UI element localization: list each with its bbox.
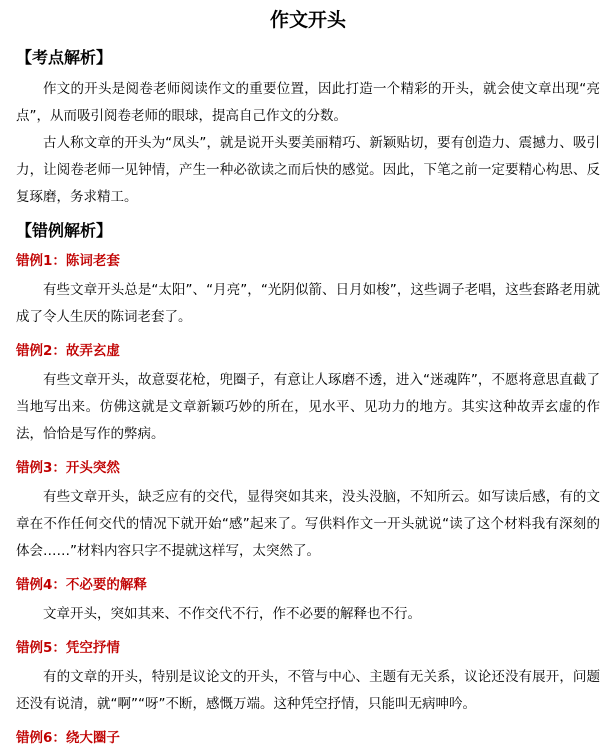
case-heading: 错例6：绕大圈子 — [16, 730, 120, 746]
paragraph: 古人称文章的开头为“凤头”，就是说开头要美丽精巧、新颖贴切，要有创造力、震撼力、吸引力，让阅卷老师一见钟情，产生一种必欲读之而后快的感觉。因此，下笔之前一定要精心构思、反复琢磨，务求精工。 — [16, 135, 600, 205]
section-heading-cuoli: 【错例解析】 — [16, 221, 113, 240]
case-text: 有些文章开头，缺乏应有的交代，显得突如其来，没头没脑，不知所云。如写读后感，有的文章在不作任何交代的情况下就开始“感”起来了。写供料作文一开头就说“读了这个材料我有深刻的体会……”材料内容只字不提就这样写，太突然了。 — [16, 489, 600, 559]
case-text: 有些文章开头，故意耍花枪，兜圈子，有意让人琢磨不透，进入“迷魂阵”，不愿将意思直截了当地写出来。仿佛这就是文章新颖巧妙的所在，见水平、见功力的地方。其实这种故弄玄虚的作法，恰恰是写作的弊病。 — [16, 372, 600, 442]
page-title: 作文开头 — [269, 9, 346, 31]
case-text: 文章开头，突如其来、不作交代不行，作不必要的解释也不行。 — [43, 606, 421, 622]
case-text: 有些文章开头总是“太阳”、“月亮”，“光阴似箭、日月如梭”，这些调子老唱，这些套路老用就成了令人生厌的陈词老套了。 — [16, 282, 600, 325]
case-heading: 错例2：故弄玄虚 — [16, 343, 120, 359]
case-heading: 错例1：陈词老套 — [16, 253, 120, 269]
case-heading: 错例5：凭空抒情 — [16, 640, 120, 656]
section-heading-kaodian: 【考点解析】 — [16, 48, 113, 67]
paragraph: 作文的开头是阅卷老师阅读作文的重要位置，因此打造一个精彩的开头，就会使文章出现“亮点”，从而吸引阅卷老师的眼球，提高自己作文的分数。 — [16, 81, 600, 124]
case-heading: 错例3：开头突然 — [16, 460, 120, 476]
case-text: 有的文章的开头，特别是议论文的开头，不管与中心、主题有无关系，议论还没有展开，问题还没有说清，就“啊”“呀”不断，感慨万端。这种凭空抒情，只能叫无病呻吟。 — [16, 669, 600, 712]
case-heading: 错例4：不必要的解释 — [16, 577, 147, 593]
